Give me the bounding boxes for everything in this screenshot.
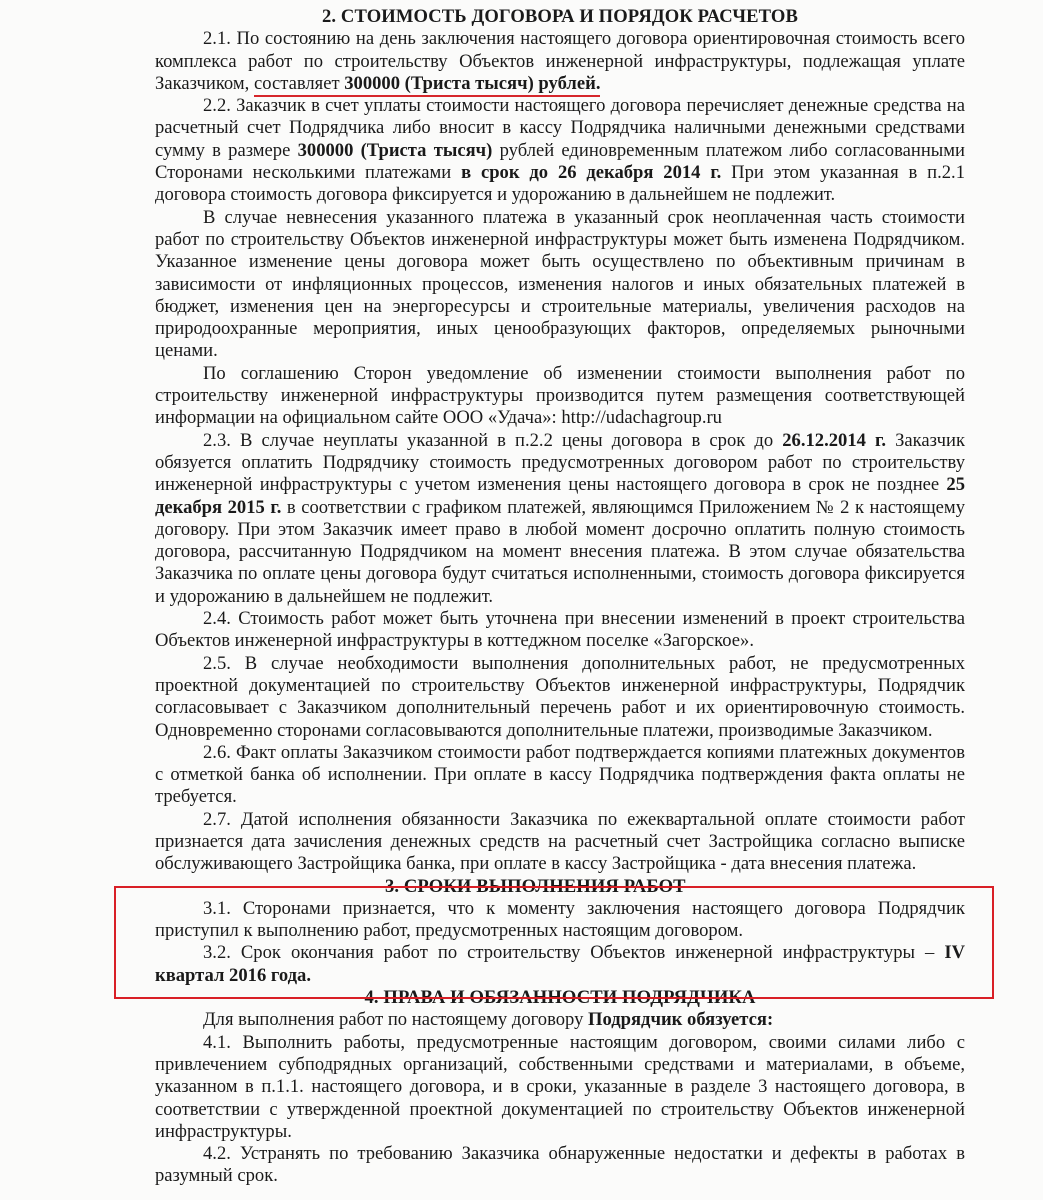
clause-2-1 bbox=[155, 28, 965, 95]
clause-2-2-text-e: При этом указанная в п.2.1 договора стоимость договора фиксируется и удорожанию в дальнейшем не подлежит. bbox=[155, 162, 965, 206]
clause-2-3-date-1: 26.12.2014 г. bbox=[782, 429, 886, 451]
section-4-title: 4. ПРАВА И ОБЯЗАННОСТИ ПОДРЯДЧИКА bbox=[364, 987, 756, 1009]
clause-3-2-deadline: IV квартал 2016 года. bbox=[155, 942, 965, 986]
section-3-title: 3. СРОКИ ВЫПОЛНЕНИЯ РАБОТ bbox=[385, 875, 686, 897]
clause-2-2 bbox=[155, 95, 965, 206]
clause-2-3-text-c: Заказчик обязуется оплатить Подрядчику стоимость предусмотренных договором работ по строительству инженерной инфраструктуры с учетом изменения цены настоящего договора в срок не позднее bbox=[155, 429, 965, 496]
clause-2-1-highlight bbox=[254, 73, 601, 97]
clause-2-3-date-2: 25 декабря 2015 г. bbox=[155, 474, 965, 518]
clause-3-1: 3.1. Сторонами признается, что к моменту заключения настоящего договора Подрядчик приступил к выполнению работ, предусмотренных настоящим договором. bbox=[155, 897, 965, 942]
clause-3-2 bbox=[155, 942, 965, 987]
clause-2-2-text-c: рублей единовременным платежом либо согласованными Сторонами несколькими платежами bbox=[155, 139, 965, 184]
section-4-intro bbox=[155, 1009, 965, 1031]
clause-2-2-amount: 300000 (Триста тысяч) bbox=[297, 139, 493, 161]
section-2-title: 2. СТОИМОСТЬ ДОГОВОРА И ПОРЯДОК РАСЧЕТОВ bbox=[322, 6, 798, 27]
clause-3-2-text: 3.2. Срок окончания работ по строительству Объектов инженерной инфраструктуры – bbox=[203, 942, 945, 964]
clause-2-1-text: 2.1. По состоянию на день заключения настоящего договора ориентировочная стоимость всего комплекса работ по строительству Объектов инженерной инфраструктуры, подлежащая уплате Заказчиком, bbox=[155, 28, 965, 94]
clause-2-6: 2.6. Факт оплаты Заказчиком стоимости работ подтверждается копиями платежных документов с отметкой банка об исполнении. При оплате в кассу Подрядчика подтверждения факта оплаты не требуется. bbox=[155, 741, 965, 808]
clause-2-3-text-e: в соответствии с графиком платежей, являющимся Приложением № 2 к настоящему договору. При этом Заказчик имеет право в любой момент досрочно оплатить полную стоимость договора, рассчитанную Подрядчиком на момент внесения платежа. В этом случае обязательства Заказчика по оплате цены договора будут считаться исполненными, стоимость договора фиксируется и удорожанию в дальнейшем не подлежит. bbox=[155, 496, 965, 607]
clause-4-2: 4.2. Устранять по требованию Заказчика обнаруженные недостатки и дефекты в работах в разумный срок. bbox=[155, 1143, 965, 1187]
clause-2-3 bbox=[155, 430, 965, 608]
clause-2-7: 2.7. Датой исполнения обязанности Заказчика по ежеквартальной оплате стоимости работ признается дата зачисления денежных средств на расчетный счет Застройщика согласно выписке обслуживающего Застройщика банка, при оплате в кассу Застройщика - дата внесения платежа. bbox=[155, 808, 965, 875]
clause-2-1-amount: 300000 (Триста тысяч) рублей. bbox=[344, 72, 601, 94]
clause-2-2-deadline: в срок до 26 декабря 2014 г. bbox=[461, 162, 722, 184]
paragraph-nonpayment: В случае невнесения указанного платежа в указанный срок неоплаченная часть стоимости работ по строительству Объектов инженерной инфраструктуры может быть изменена Подрядчиком. Указанное изменение цены договора может быть осуществлено по объективным причинам в зависимости от инфляционных процессов, изменения налогов и иных обязательных платежей в бюджет, изменения цен на энергоресурсы и строительные материалы, увеличения расходов на природоохранные мероприятия, иных ценообразующих факторов, определяемых рыночными ценами. bbox=[155, 206, 965, 362]
paragraph-notice: По соглашению Сторон уведомление об изменении стоимости выполнения работ по строительству инженерной инфраструктуры производится путем размещения соответствующей информации на официальном сайте ООО «Удача»: http://udachagroup.ru bbox=[155, 362, 965, 429]
clause-2-3-text-a: 2.3. В случае неуплаты указанной в п.2.2 цены договора в срок до bbox=[203, 429, 783, 451]
section-4-intro-bold: Подрядчик обязуется: bbox=[588, 1009, 774, 1031]
clause-2-2-text-a: 2.2. Заказчик в счет уплаты стоимости настоящего договора перечисляет денежные средства на расчетный счет Подрядчика либо вносит в кассу Подрядчика наличными денежными средствами сумму в размере bbox=[155, 95, 965, 161]
clause-4-1: 4.1. Выполнить работы, предусмотренные настоящим договором, своими силами либо с привлечением субподрядных организаций, собственными средствами и материалами, в объеме, указанном в п.1.1. настоящего договора, и в сроки, указанные в разделе 3 настоящего договора, в соответствии с утвержденной проектной документацией по строительству Объектов инженерной инфраструктуры. bbox=[155, 1031, 965, 1142]
clause-2-1-highlight-verb: составляет bbox=[253, 72, 345, 94]
clause-2-4: 2.4. Стоимость работ может быть уточнена при внесении изменений в проект строительства Объектов инженерной инфраструктуры в коттеджном поселке «Загорское». bbox=[155, 608, 965, 652]
section-4-intro-text: Для выполнения работ по настоящему договору bbox=[203, 1009, 589, 1031]
clause-2-5: 2.5. В случае необходимости выполнения дополнительных работ, не предусмотренных проектной документацией по строительству Объектов инженерной инфраструктуры, Подрядчик согласовывает с Заказчиком дополнительный перечень работ и их ориентировочную стоимость. Одновременно сторонами согласовываются дополнительные платежи, производимые Заказчиком. bbox=[155, 652, 965, 741]
